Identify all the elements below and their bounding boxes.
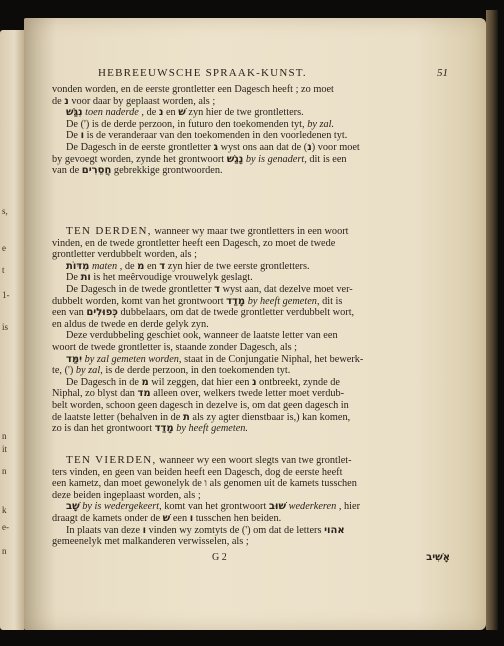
text-line: De ו is de veranderaar van den toekomenden in den voorledenen tyt. [66, 130, 348, 142]
text-line: Niphal, zo blyst dan מד alleen over, welkers twede letter moet verdub- [52, 388, 345, 400]
text-line: De Dagesch in de eerste grontletter ג wyst ons aan dat de (נ) voor moet [66, 141, 360, 153]
book-page [24, 18, 486, 630]
text-line: dubbelt worden, komt van het grontwoort מָדַד by heeft gemeten, dit is [52, 295, 343, 307]
text-line: een kametz, dan moet gewonelyk de ו als genomen uit de kamets tusschen [52, 478, 357, 490]
text-line: De Dagesch in de מ wil zeggen, dat hier een נ ontbreekt, zynde de [66, 376, 340, 388]
text-line: een van כְּפוּלִים dubbelaars, om dat de twede grontletter verdubbelt wort, [52, 307, 355, 319]
paragraph-block-2 [52, 226, 450, 435]
paragraph-block-3 [52, 455, 450, 548]
paragraph-block-1 [52, 84, 450, 177]
text-line: van de חֲסֵרִים gebrekkige grontwoorden. [52, 165, 223, 177]
text-line: יִמַּד by zal gemeten worden, staat in de Conjungatie Niphal, het bewerk- [66, 353, 364, 365]
text-line: De (') is de derde perzoon, in futuro den toekomenden tyt, by zal. [66, 118, 335, 130]
text-line: grontletter verdubbelt worden, als ; [52, 249, 197, 261]
text-line: en aldus de twede en derde gelyk zyn. [52, 318, 209, 330]
text-line: שָׁב by is wedergekeert, komt van het grontwoort שׁוּב wederkeren , hier [66, 501, 360, 513]
page-edge-shadow [486, 10, 498, 630]
facing-page-fragment: t [2, 265, 5, 275]
facing-page-fragment: e [2, 243, 6, 253]
facing-page-fragment: is [2, 322, 9, 332]
text-line: נִגַּשׁ toen naderde , de נ en שׁ zyn hier de twe grontletters. [66, 107, 304, 119]
catchword: אָשִׁיב [426, 552, 450, 563]
facing-page-fragment: n [2, 431, 7, 441]
text-line: by gevoegt worden, zynde het grontwoort נָגַשׁ by is genadert, dit is een [52, 153, 347, 165]
text-line: Deze verdubbeling geschiet ook, wanneer de laatste letter van een [66, 330, 338, 342]
text-line: belt worden, schoon geen dagesch in dezelve is, om dat geen dagesch in [52, 399, 349, 411]
section-heading-line: TEN VIERDEN, wanneer wy een woort slegts van twe grontlet- [66, 454, 352, 466]
text-line: De ות is het meêrvoudige vrouwelyk geslagt. [66, 272, 253, 284]
facing-page-fragment: s, [2, 206, 8, 216]
facing-page-fragment: it [2, 444, 8, 454]
text-line: In plaats van deze ו vinden wy zomtyts de (') om dat de letters אהוי [66, 524, 345, 536]
running-head: HEBREEUWSCHE SPRAAK-KUNST. [98, 67, 307, 79]
text-line: מִדּוֹת maten , de מ en ד zyn hier de twe eerste grontletters. [66, 260, 310, 272]
facing-page-fragment: n [2, 546, 7, 556]
text-line: de נ voor daar by geplaast worden, als ; [52, 95, 216, 107]
text-line: vinden, en de twede grontletter heeft een Dagesch, zo moet de twede [52, 237, 336, 249]
text-line: gemeenelyk met malkanderen verwisselen, als ; [52, 536, 249, 548]
signature-mark: G 2 [212, 552, 227, 563]
facing-page-edge [0, 30, 24, 630]
page-footer [52, 552, 450, 564]
section-heading-line: TEN DERDEN, wanneer wy maar twe grontletters in een woort [66, 225, 349, 237]
facing-page-fragment: n [2, 466, 7, 476]
text-line: ters vinden, en geen van beiden heeft een Dagesch, dog de eerste heeft [52, 466, 343, 478]
text-line: te, (') by zal, is de derde perzoon, in den toekomenden tyt. [52, 365, 291, 377]
text-line: vonden worden, en de eerste grontletter een Dagesch heeft ; zo moet [52, 84, 334, 95]
text-line: de laatste letter (behalven in de ת als zy agter dienstbaar is,) kan komen, [52, 411, 351, 423]
page-header [52, 68, 450, 82]
text-line: De Dagesch in de twede grontletter ד wyst aan, dat dezelve moet ver- [66, 283, 353, 295]
text-line: deze beiden ingeplaast worden, als ; [52, 489, 201, 501]
text-line: woort de twede grontletter is, staande zonder Dagesch, als ; [52, 341, 298, 353]
text-line: zo is dan het grontwoort מָדַד by heeft gemeten. [52, 423, 249, 435]
facing-page-fragment: k [2, 505, 7, 515]
page-number: 51 [437, 67, 448, 79]
facing-page-fragment: 1- [2, 290, 10, 300]
text-line: draagt de kamets onder de שׁ een ו tusschen hen beiden. [52, 512, 282, 524]
facing-page-fragment: e- [2, 522, 9, 532]
